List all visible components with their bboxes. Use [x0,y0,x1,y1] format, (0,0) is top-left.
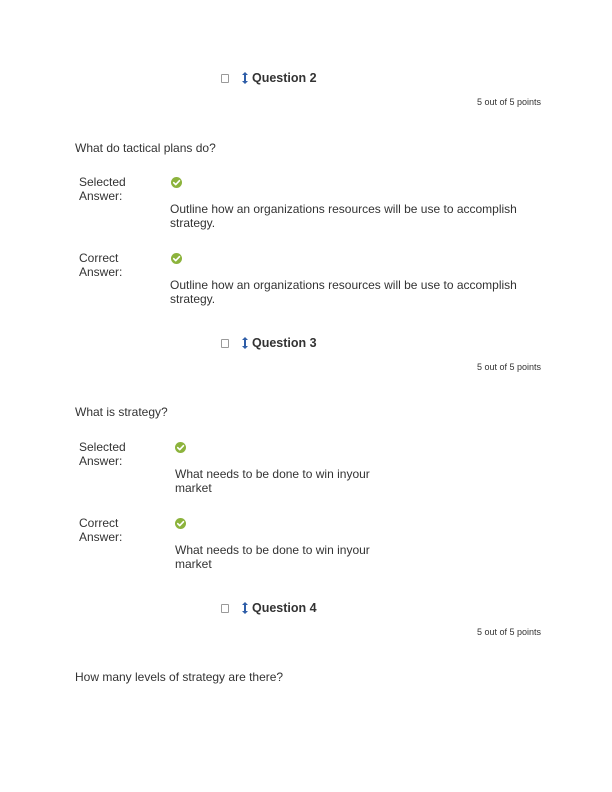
question-header-3 [221,334,317,352]
selected-answer-text: What needs to be done to win inyour market [175,467,370,495]
checkbox-icon[interactable] [221,74,229,83]
sort-arrows-icon[interactable] [242,71,248,85]
question-text: What is strategy? [75,405,168,419]
question-header-2 [221,69,317,87]
correct-answer-label: Correct Answer: [79,251,123,279]
checkbox-icon[interactable] [221,339,229,348]
correct-check-icon [171,175,182,193]
correct-answer-text: What needs to be done to win inyour market [175,543,370,571]
question-text: How many levels of strategy are there? [75,670,284,684]
selected-answer-label: Selected Answer: [79,440,126,468]
correct-answer-label: Correct Answer: [79,516,123,544]
points-label: 5 out of 5 points [476,97,541,107]
sort-arrows-icon[interactable] [242,601,248,615]
points-label: 5 out of 5 points [476,362,541,372]
question-title: Question 3 [252,336,317,350]
selected-answer-label: Selected Answer: [79,175,126,203]
correct-check-icon [171,251,182,269]
selected-answer-text: Outline how an organizations resources will be use to accomplish strategy. [170,202,517,230]
correct-answer-text: Outline how an organizations resources will be use to accomplish strategy. [170,278,517,306]
checkbox-icon[interactable] [221,604,229,613]
question-text: What do tactical plans do? [75,141,216,155]
question-title: Question 2 [252,71,317,85]
correct-check-icon [175,440,186,458]
correct-check-icon [175,516,186,534]
question-header-4 [221,599,317,617]
sort-arrows-icon[interactable] [242,336,248,350]
points-label: 5 out of 5 points [476,627,541,637]
question-title: Question 4 [252,601,317,615]
